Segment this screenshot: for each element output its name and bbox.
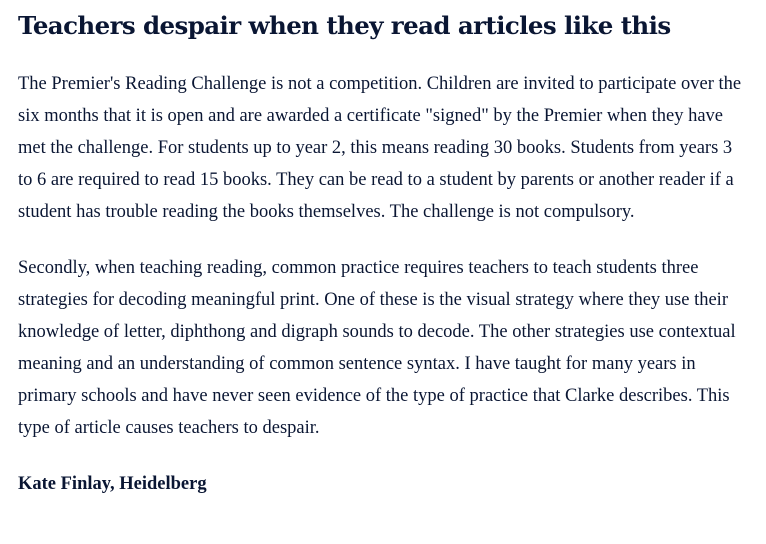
article-paragraph-1: The Premier's Reading Challenge is not a competition. Children are invited to participate over the six months that it is open and are awarded a certificate "signed" by the Premier when they have met the challenge. For students up to year 2, this means reading 30 books. Students from years 3 to 6 are required to read 15 books. They can be read to a student by parents or another reader if a student has trouble reading the books themselves. The challenge is not compulsory. [18, 74, 742, 222]
author-signature: Kate Finlay, Heidelberg [18, 474, 207, 494]
letter-article [18, 8, 748, 496]
article-paragraph-2: Secondly, when teaching reading, common practice requires teachers to teach students three strategies for decoding meaningful print. One of these is the visual strategy where they use their knowledge of letter, diphthong and digraph sounds to decode. The other strategies use contextual meaning and an understanding of common sentence syntax. I have taught for many years in primary schools and have never seen evidence of the type of practice that Clarke describes. This type of article causes teachers to despair. [18, 258, 736, 438]
article-headline: Teachers despair when they read articles like this [18, 11, 671, 40]
